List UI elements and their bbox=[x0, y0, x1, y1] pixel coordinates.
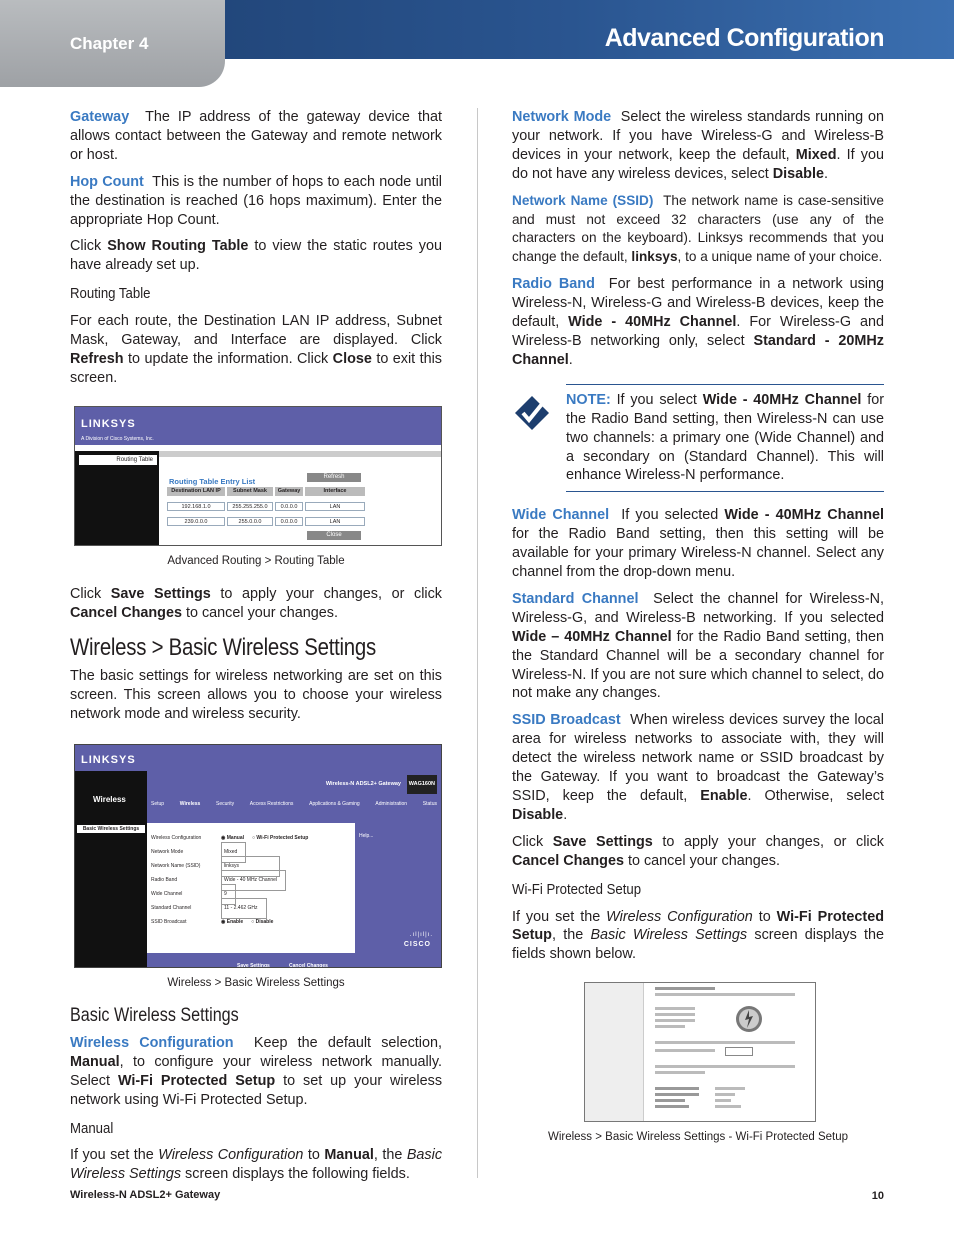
table-cell: 0.0.0.0 bbox=[275, 502, 303, 511]
radio-band-select[interactable]: Wide - 40 MHz Channel bbox=[221, 870, 286, 891]
table-row bbox=[167, 502, 365, 511]
screenshot-sidebar bbox=[75, 451, 159, 545]
text: , the bbox=[373, 1147, 403, 1164]
wps-push-button-icon[interactable] bbox=[735, 1005, 763, 1033]
column-header: Gateway bbox=[275, 487, 303, 496]
routing-entry-table bbox=[167, 487, 365, 526]
text: If you set the bbox=[70, 1147, 154, 1164]
manual-paragraph bbox=[70, 1146, 442, 1184]
text: to update the information. Click bbox=[128, 350, 329, 367]
text-line bbox=[715, 1099, 731, 1102]
text: . bbox=[563, 806, 568, 823]
subsection-heading: Basic Wireless Settings bbox=[70, 1005, 239, 1027]
text-line bbox=[655, 1105, 689, 1108]
field-label: Radio Band bbox=[151, 876, 178, 883]
text: for the Radio Band setting, then Wireless-N can use two channels: a primary one (Wide Channel) and a secondary on (Standard Channel). This will enhance Wireless-N performance. bbox=[566, 391, 885, 484]
gateway-term: Gateway bbox=[70, 109, 130, 125]
radio-label: Enable bbox=[226, 918, 244, 925]
close-button[interactable]: Close bbox=[307, 531, 361, 540]
radio-wps[interactable]: ○ Wi-Fi Protected Setup bbox=[252, 834, 309, 841]
wps-label: Wi-Fi Protected Setup bbox=[117, 1072, 276, 1089]
text: for the Radio Band setting, then this setting will be available for your primary Wireless-N channel. Select any channel from the drop-down menu. bbox=[512, 526, 884, 581]
network-mode-paragraph bbox=[512, 108, 884, 184]
screenshot-tab-strip bbox=[159, 451, 441, 457]
text: Click bbox=[512, 833, 544, 850]
routing-paragraph bbox=[70, 312, 442, 388]
bold-text: Disable bbox=[772, 165, 824, 182]
basic-wireless-screenshot bbox=[74, 744, 442, 968]
text: for the Radio Band setting, then the Standard Channel will be a secondary channel for Wireless-N. If you are not sure which channel to select, do not make any changes. bbox=[512, 628, 884, 702]
figure-caption: Wireless > Basic Wireless Settings - Wi-Fi Protected Setup bbox=[547, 1131, 849, 1144]
text-line bbox=[715, 1087, 745, 1090]
sidebar-label: Basic Wireless Settings bbox=[77, 825, 145, 833]
chapter-tab bbox=[0, 0, 225, 87]
text: to view the static routes you have already set up. bbox=[70, 238, 442, 274]
text-line bbox=[655, 1019, 695, 1022]
cancel-changes-label: Cancel Changes bbox=[512, 852, 624, 869]
model-name: WAG160N bbox=[407, 775, 437, 794]
column-header: Destination LAN IP bbox=[167, 487, 225, 496]
standard-channel-paragraph bbox=[512, 590, 884, 703]
bold-text: Wide – 40MHz Channel bbox=[512, 628, 672, 645]
text: For each route, the Destination LAN IP address, Subnet Mask, Gateway, and Interface are displayed. Click bbox=[70, 313, 442, 349]
bold-text: Manual bbox=[324, 1147, 374, 1164]
bold-text: Mixed bbox=[795, 146, 837, 163]
product-name: Wireless-N ADSL2+ Gateway bbox=[325, 781, 401, 788]
hopcount-term: Hop Count bbox=[70, 173, 144, 190]
checkmark-note-icon bbox=[514, 395, 550, 431]
page-number: 10 bbox=[871, 1190, 884, 1202]
text: If you selected bbox=[621, 507, 719, 524]
text-line bbox=[715, 1093, 735, 1096]
radio-enable[interactable]: ◉ Enable bbox=[221, 918, 244, 925]
ssid-broadcast-paragraph bbox=[512, 711, 884, 824]
refresh-label: Refresh bbox=[70, 350, 124, 367]
tab-status[interactable]: Status bbox=[422, 801, 437, 808]
field-label: Standard Channel bbox=[151, 904, 192, 911]
text: to apply your changes, or click bbox=[220, 585, 442, 602]
text-line bbox=[655, 1007, 695, 1010]
bold-text: Enable bbox=[700, 788, 748, 804]
gateway-paragraph bbox=[70, 108, 442, 165]
radio-disable[interactable]: ○ Disable bbox=[251, 918, 274, 925]
text-line bbox=[715, 1105, 741, 1108]
tab-applications-gaming[interactable]: Applications & Gaming bbox=[309, 801, 360, 808]
left-column bbox=[70, 108, 442, 1192]
ssid-paragraph bbox=[512, 192, 884, 268]
refresh-button[interactable]: Refresh bbox=[307, 473, 361, 482]
manual-label: Manual bbox=[70, 1053, 120, 1070]
text: When wireless devices survey the local area for wireless networks to associate with, they will detect the wireless network name or SSID broadcast by the Gateway. If you want to broadcast the Gateway’s SSID, keep the default, bbox=[512, 712, 885, 804]
text-line bbox=[655, 1025, 685, 1028]
text: Click bbox=[70, 585, 102, 602]
wireless-config-paragraph bbox=[70, 1034, 442, 1110]
routing-entry-title: Routing Table Entry List bbox=[169, 476, 256, 486]
show-routing-label: Show Routing Table bbox=[107, 238, 249, 255]
sidebar-tab: Routing Table bbox=[79, 455, 157, 465]
bold-text: Wide - 40MHz Channel bbox=[702, 391, 862, 408]
note-text bbox=[566, 391, 884, 486]
text-line bbox=[655, 1099, 685, 1102]
section-intro: The basic settings for wireless networking are set on this screen. This screen allows you to choose your wireless network mode and wireless security. bbox=[70, 668, 442, 723]
text: If you select bbox=[616, 391, 697, 408]
bold-text: Wide - 40MHz Channel bbox=[568, 314, 737, 331]
figure-caption: Wireless > Basic Wireless Settings bbox=[167, 977, 345, 990]
hopcount-paragraph bbox=[70, 173, 442, 230]
save-settings-button[interactable]: Save Settings bbox=[237, 963, 270, 969]
column-header: Subnet Mask bbox=[227, 487, 273, 496]
wps-heading: Wi-Fi Protected Setup bbox=[512, 880, 642, 898]
bold-text: Wide - 40MHz Channel bbox=[724, 507, 885, 524]
nav-tabs bbox=[151, 795, 437, 814]
screenshot-banner bbox=[75, 745, 441, 771]
text: screen displays the following fields. bbox=[185, 1166, 410, 1183]
cancel-changes-label: Cancel Changes bbox=[70, 604, 182, 621]
save-settings-label: Save Settings bbox=[552, 833, 653, 850]
text: screen displays the fields shown below. bbox=[512, 927, 885, 963]
italic-text: Wireless Configuration bbox=[606, 908, 753, 925]
cisco-bars-icon: .ıl|ıl|ı. bbox=[409, 932, 433, 939]
table-header-row bbox=[167, 487, 365, 496]
ssid-term: Network Name (SSID) bbox=[512, 192, 654, 208]
text: . If you do not have any wireless devices, select bbox=[512, 146, 884, 182]
wireless-config-term: Wireless Configuration bbox=[70, 1034, 234, 1051]
text: to apply your changes, or click bbox=[662, 833, 884, 850]
network-mode-select[interactable]: Mixed bbox=[221, 842, 246, 863]
standard-channel-term: Standard Channel bbox=[512, 590, 639, 607]
italic-text: Basic Wireless Settings bbox=[70, 1147, 443, 1183]
radio-band-term: Radio Band bbox=[512, 276, 595, 293]
text-line bbox=[655, 1041, 795, 1044]
text-line bbox=[655, 1093, 699, 1096]
note-box bbox=[566, 384, 884, 493]
standard-channel-select[interactable]: 11 - 2.462 GHz bbox=[221, 898, 267, 919]
note-label: NOTE: bbox=[566, 391, 611, 408]
italic-text: Wireless Configuration bbox=[158, 1147, 304, 1164]
field-label: Wide Channel bbox=[151, 890, 183, 897]
text: to set up your wireless network using Wi-Fi Protected Setup. bbox=[70, 1072, 443, 1108]
cancel-changes-button[interactable]: Cancel Changes bbox=[289, 963, 328, 969]
tab-administration[interactable]: Administration bbox=[375, 801, 408, 808]
text-line bbox=[655, 1049, 715, 1052]
cisco-logo: CISCO bbox=[403, 941, 431, 949]
wide-channel-select[interactable]: 9 bbox=[221, 884, 236, 905]
routing-table-screenshot bbox=[74, 406, 442, 546]
text-line bbox=[655, 1087, 699, 1090]
text-line bbox=[655, 987, 715, 990]
text: to bbox=[307, 1147, 320, 1164]
text: The network name is case-sensitive and must not exceed 32 characters (use any of the characters on the keyboard). Linksys recommends that you change the default, bbox=[512, 192, 884, 265]
figure-caption: Advanced Routing > Routing Table bbox=[167, 554, 345, 567]
wide-channel-paragraph bbox=[512, 506, 884, 582]
field-label: SSID Broadcast bbox=[151, 918, 187, 925]
italic-text: Basic Wireless Settings bbox=[590, 927, 748, 944]
screenshot-sidebar bbox=[585, 983, 644, 1121]
linksys-logo: LINKSYS bbox=[81, 417, 136, 430]
gateway-text: The IP address of the gateway device that allows contact between the Gateway and remote network or host. bbox=[70, 109, 442, 163]
table-cell: 192.168.1.0 bbox=[167, 502, 225, 511]
bold-text: Wi-Fi Protected Setup bbox=[512, 908, 885, 944]
screenshot-navbar bbox=[147, 771, 441, 823]
text: Keep the default selection, bbox=[253, 1034, 442, 1051]
field-label: Network Name (SSID) bbox=[151, 862, 201, 869]
wps-paragraph bbox=[512, 908, 884, 965]
text: to exit this screen. bbox=[70, 350, 443, 386]
text: Select the channel for Wireless-N, Wireless-G, and Wireless-B networking. If you selected bbox=[512, 590, 885, 626]
table-cell: 239.0.0.0 bbox=[167, 517, 225, 526]
tab-security[interactable]: Security bbox=[216, 801, 235, 808]
text-line bbox=[655, 1013, 695, 1016]
radio-band-paragraph bbox=[512, 275, 884, 370]
text: For best performance in a network using Wireless-N, Wireless-G and Wireless-B devices, keep the default, bbox=[512, 276, 885, 331]
screenshot-section-box bbox=[75, 771, 147, 823]
text: . bbox=[823, 165, 828, 182]
column-header: Interface bbox=[305, 487, 365, 496]
column-divider bbox=[477, 108, 478, 1178]
bold-text: linksys bbox=[631, 249, 678, 265]
table-cell: 0.0.0.0 bbox=[275, 517, 303, 526]
chapter-label: Chapter 4 bbox=[70, 34, 149, 53]
text-line bbox=[655, 1065, 795, 1068]
radio-label: Manual bbox=[226, 834, 244, 841]
text: , to configure your wireless network manually. Select bbox=[70, 1053, 442, 1089]
field-label: Network Mode bbox=[151, 848, 184, 855]
close-label: Close bbox=[332, 350, 372, 367]
screenshot-banner bbox=[75, 407, 441, 445]
text: If you set the bbox=[512, 908, 601, 925]
settings-form bbox=[151, 831, 351, 929]
footer-product: Wireless-N ADSL2+ Gateway bbox=[70, 1189, 221, 1201]
table-cell: 255.255.255.0 bbox=[227, 502, 273, 511]
right-column bbox=[512, 108, 884, 1161]
routing-table-heading: Routing Table bbox=[70, 285, 151, 303]
save-paragraph bbox=[512, 833, 884, 871]
document-title: Advanced Configuration bbox=[604, 24, 884, 52]
text: to bbox=[758, 908, 771, 925]
section-title: Wireless > Basic Wireless Settings bbox=[70, 633, 376, 661]
save-settings-label: Save Settings bbox=[110, 585, 211, 602]
ssid-input[interactable]: linksys bbox=[221, 856, 280, 877]
table-cell: 255.0.0.0 bbox=[227, 517, 273, 526]
hopcount-text: This is the number of hops to each node until the destination is reached (16 hops maximum). Enter the appropriate Hop Count. bbox=[70, 173, 442, 228]
text: , to a unique name of your choice. bbox=[677, 249, 883, 265]
table-row bbox=[167, 517, 365, 526]
show-routing-paragraph bbox=[70, 237, 442, 275]
wide-channel-term: Wide Channel bbox=[512, 507, 610, 524]
radio-label: Wi-Fi Protected Setup bbox=[256, 834, 309, 841]
text: . Otherwise, select bbox=[747, 788, 884, 804]
save-paragraph bbox=[70, 585, 442, 623]
text: to cancel your changes. bbox=[185, 604, 338, 621]
text-line bbox=[655, 993, 795, 996]
field-label: Wireless Configuration bbox=[151, 834, 202, 841]
text: to cancel your changes. bbox=[627, 852, 780, 869]
text: . For Wireless-G and Wireless-B networking only, select bbox=[512, 314, 884, 349]
text: Click bbox=[70, 238, 102, 255]
help-panel bbox=[355, 823, 441, 967]
bold-text: Standard - 20MHz Channel bbox=[512, 332, 884, 368]
network-mode-term: Network Mode bbox=[512, 109, 612, 125]
screenshot-sidebar bbox=[75, 823, 147, 967]
tab-wireless[interactable]: Wireless bbox=[179, 801, 201, 808]
logo-subtitle: A Division of Cisco Systems, Inc. bbox=[81, 435, 154, 442]
help-link[interactable]: Help... bbox=[359, 833, 374, 840]
text-line bbox=[655, 1071, 705, 1074]
bold-text: Disable bbox=[512, 806, 564, 823]
manual-heading: Manual bbox=[70, 1119, 114, 1137]
text: Select the wireless standards running on your network. If you have Wireless-G and Wireless-B devices in your network, keep the default, bbox=[512, 109, 884, 163]
tab-setup[interactable]: Setup bbox=[151, 801, 165, 808]
tab-access-restrictions[interactable]: Access Restrictions bbox=[249, 801, 294, 808]
table-cell: LAN bbox=[305, 502, 365, 511]
section-label: Wireless bbox=[93, 795, 126, 805]
table-cell: LAN bbox=[305, 517, 365, 526]
form-row bbox=[151, 915, 351, 929]
linksys-logo: LINKSYS bbox=[81, 754, 136, 767]
radio-label: Disable bbox=[255, 918, 274, 925]
text: . bbox=[568, 351, 573, 368]
text: , the bbox=[551, 927, 584, 944]
radio-manual[interactable]: ◉ Manual bbox=[221, 834, 244, 841]
ssid-broadcast-term: SSID Broadcast bbox=[512, 712, 621, 729]
pin-register-button[interactable] bbox=[725, 1047, 753, 1056]
wps-screenshot bbox=[584, 982, 816, 1122]
button-bar bbox=[147, 953, 355, 967]
